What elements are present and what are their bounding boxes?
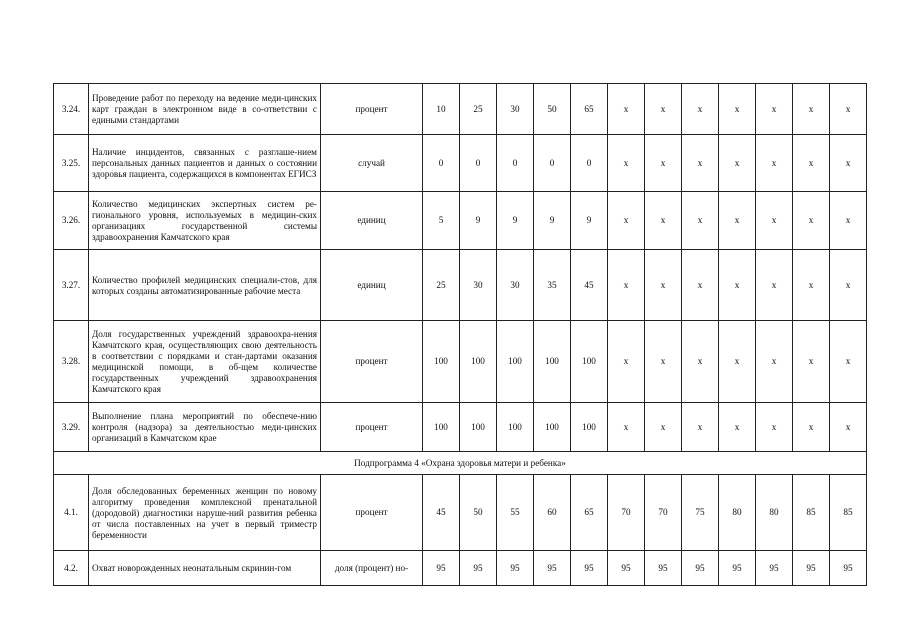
table-row (54, 475, 867, 551)
year-value: x (719, 250, 756, 321)
year-value: 30 (460, 250, 497, 321)
indicator-description (89, 192, 321, 250)
year-value: 35 (534, 250, 571, 321)
year-value: x (645, 321, 682, 403)
year-value: x (830, 250, 867, 321)
year-value: x (719, 135, 756, 192)
year-value: x (719, 321, 756, 403)
indicator-text: Выполнение плана мероприятий по обеспече-нию контроля (надзора) за деятельностью меди-цинских организаций в Камчатском крае (92, 411, 317, 443)
year-value: 0 (571, 135, 608, 192)
indicator-text: Количество медицинских экспертных систем ре-гионального уровня, используемых в медицин-ских организациях государственной системы здравоохранения Камчатского края (92, 199, 317, 242)
unit-of-measure: процент (321, 84, 423, 135)
year-value: 25 (423, 250, 460, 321)
year-value: x (756, 403, 793, 452)
year-value: x (645, 135, 682, 192)
year-value: x (756, 250, 793, 321)
year-value: 95 (460, 551, 497, 586)
year-value: 95 (645, 551, 682, 586)
year-value: 9 (571, 192, 608, 250)
year-value: 70 (645, 475, 682, 551)
year-value: 95 (497, 551, 534, 586)
table-row (54, 551, 867, 586)
year-value: x (682, 250, 719, 321)
subprogram-title: Подпрограмма 4 «Охрана здоровья матери и ребенка» (54, 452, 867, 475)
year-value: x (793, 135, 830, 192)
row-number: 4.2. (54, 551, 89, 586)
year-value: 50 (460, 475, 497, 551)
year-value: 95 (423, 551, 460, 586)
year-value: 100 (423, 321, 460, 403)
year-value: 95 (608, 551, 645, 586)
year-value: 80 (756, 475, 793, 551)
year-value: x (719, 192, 756, 250)
indicator-text: Проведение работ по переходу на ведение меди-цинских карт граждан в электронном виде в со-ответствии с едиными стандартами (92, 93, 317, 125)
indicator-text: Доля государственных учреждений здравоохра-нения Камчатского края, осуществляющих свою деятельность в соответствии с порядками и стан-дартами оказания медицинской помощи, в об-щем количестве государственных учреждений здравоохранения Камчатского края (92, 329, 317, 394)
table-row (54, 321, 867, 403)
year-value: x (645, 403, 682, 452)
indicators-table (53, 83, 867, 586)
year-value: 100 (571, 321, 608, 403)
year-value: x (793, 403, 830, 452)
year-value: 45 (423, 475, 460, 551)
year-value: 65 (571, 84, 608, 135)
year-value: x (756, 135, 793, 192)
year-value: 70 (608, 475, 645, 551)
year-value: x (682, 84, 719, 135)
year-value: x (793, 192, 830, 250)
year-value: 95 (682, 551, 719, 586)
year-value: 95 (830, 551, 867, 586)
indicator-description (89, 135, 321, 192)
year-value: x (682, 321, 719, 403)
year-value: x (830, 192, 867, 250)
year-value: 0 (423, 135, 460, 192)
year-value: x (756, 84, 793, 135)
year-value: 75 (682, 475, 719, 551)
row-number: 4.1. (54, 475, 89, 551)
year-value: 50 (534, 84, 571, 135)
year-value: 100 (423, 403, 460, 452)
unit-of-measure: единиц (321, 192, 423, 250)
unit-of-measure: случай (321, 135, 423, 192)
row-number: 3.26. (54, 192, 89, 250)
year-value: 100 (460, 403, 497, 452)
table-row (54, 84, 867, 135)
year-value: 0 (497, 135, 534, 192)
table-row (54, 403, 867, 452)
year-value: x (793, 250, 830, 321)
year-value: 0 (534, 135, 571, 192)
year-value: x (608, 84, 645, 135)
year-value: x (608, 250, 645, 321)
year-value: x (608, 192, 645, 250)
year-value: 100 (534, 403, 571, 452)
year-value: 100 (571, 403, 608, 452)
indicator-text: Охват новорожденных неонатальным скринин-гом (92, 563, 292, 573)
year-value: x (830, 321, 867, 403)
year-value: x (682, 192, 719, 250)
year-value: 55 (497, 475, 534, 551)
year-value: x (719, 403, 756, 452)
row-number: 3.29. (54, 403, 89, 452)
table-row (54, 250, 867, 321)
year-value: 95 (571, 551, 608, 586)
row-number: 3.28. (54, 321, 89, 403)
year-value: 9 (497, 192, 534, 250)
year-value: 80 (719, 475, 756, 551)
year-value: x (682, 135, 719, 192)
year-value: x (682, 403, 719, 452)
year-value: 95 (793, 551, 830, 586)
year-value: 60 (534, 475, 571, 551)
year-value: x (756, 192, 793, 250)
row-number: 3.27. (54, 250, 89, 321)
indicator-description (89, 551, 321, 586)
year-value: 100 (497, 403, 534, 452)
table-row (54, 135, 867, 192)
year-value: 45 (571, 250, 608, 321)
year-value: 0 (460, 135, 497, 192)
year-value: x (645, 84, 682, 135)
year-value: 5 (423, 192, 460, 250)
unit-of-measure: процент (321, 403, 423, 452)
year-value: x (608, 135, 645, 192)
indicator-description (89, 84, 321, 135)
year-value: 9 (460, 192, 497, 250)
year-value: 9 (534, 192, 571, 250)
indicator-description (89, 403, 321, 452)
year-value: 100 (497, 321, 534, 403)
year-value: 10 (423, 84, 460, 135)
year-value: 100 (534, 321, 571, 403)
indicator-text: Доля обследованных беременных женщин по новому алгоритму проведения комплексной пренатальной (дородовой) диагностики наруше-ний развития ребенка от числа поставленных на учет в первый триместр беременности (92, 485, 317, 540)
indicator-description (89, 250, 321, 321)
year-value: 65 (571, 475, 608, 551)
year-value: 85 (830, 475, 867, 551)
year-value: 95 (756, 551, 793, 586)
year-value: x (793, 321, 830, 403)
year-value: x (608, 321, 645, 403)
year-value: x (608, 403, 645, 452)
subprogram-row (54, 452, 867, 475)
year-value: 100 (460, 321, 497, 403)
year-value: x (645, 192, 682, 250)
year-value: 30 (497, 250, 534, 321)
year-value: 85 (793, 475, 830, 551)
year-value: x (719, 84, 756, 135)
unit-of-measure: процент (321, 321, 423, 403)
year-value: x (830, 135, 867, 192)
year-value: x (830, 84, 867, 135)
year-value: x (793, 84, 830, 135)
year-value: 25 (460, 84, 497, 135)
indicator-description (89, 475, 321, 551)
unit-of-measure: доля (процент) но- (321, 551, 423, 586)
unit-of-measure: процент (321, 475, 423, 551)
year-value: 30 (497, 84, 534, 135)
indicator-text: Количество профилей медицинских специали-стов, для которых созданы автоматизированные рабочие места (92, 274, 317, 296)
table-row (54, 192, 867, 250)
year-value: 95 (719, 551, 756, 586)
indicator-text: Наличие инцидентов, связанных с разглаше-нием персональных данных пациентов и данных о состоянии здоровья пациента, содержащихся в компонентах ЕГИСЗ (92, 147, 317, 179)
year-value: x (756, 321, 793, 403)
year-value: x (830, 403, 867, 452)
year-value: x (645, 250, 682, 321)
row-number: 3.25. (54, 135, 89, 192)
indicator-description (89, 321, 321, 403)
row-number: 3.24. (54, 84, 89, 135)
unit-of-measure: единиц (321, 250, 423, 321)
year-value: 95 (534, 551, 571, 586)
